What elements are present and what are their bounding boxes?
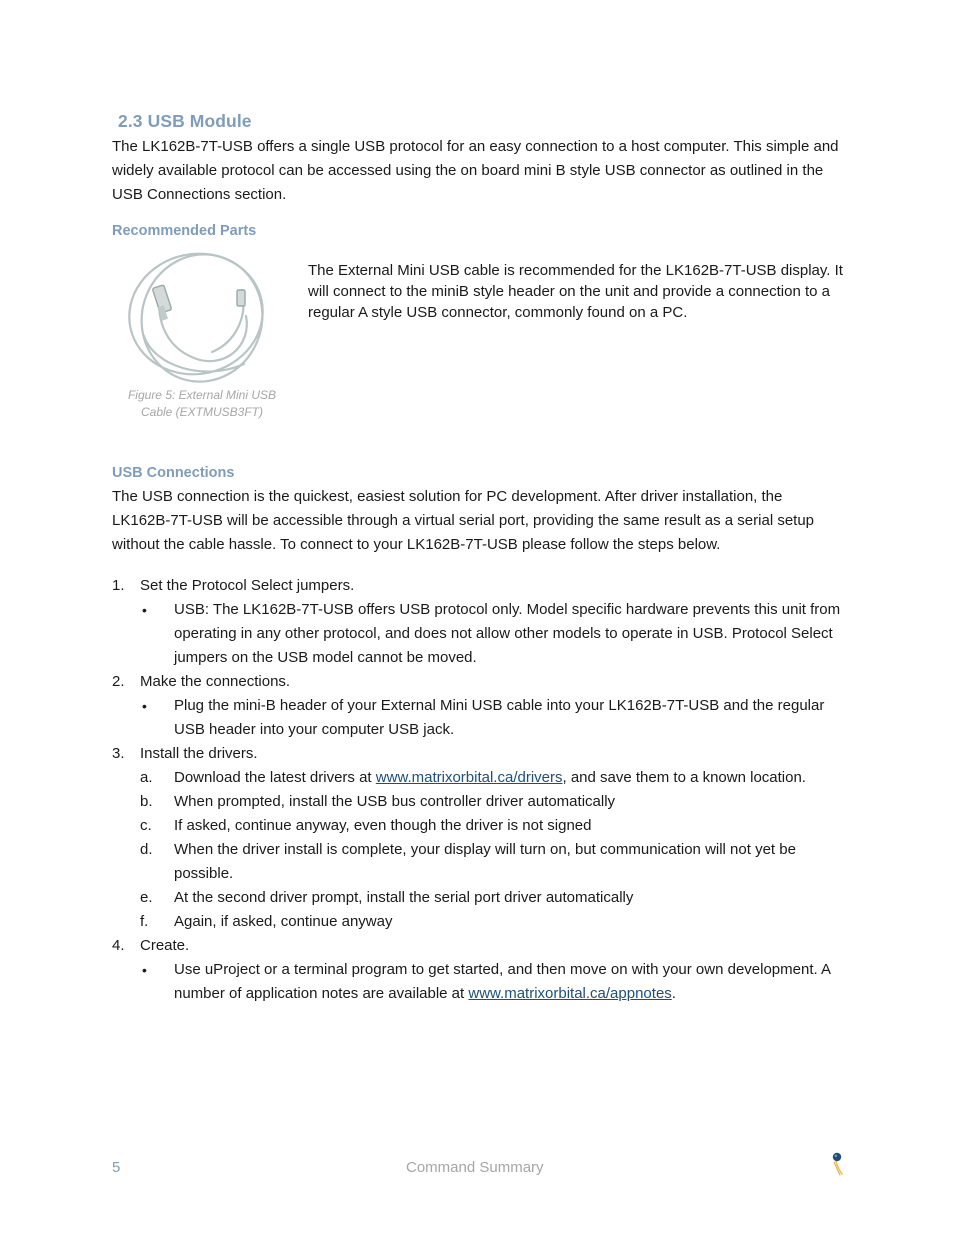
bullet-icon: •	[142, 962, 147, 978]
matrix-orbital-logo-icon	[828, 1150, 848, 1176]
step-number: 1.	[112, 577, 125, 594]
item-letter: f.	[140, 913, 149, 930]
usb-connections-heading: USB Connections	[112, 465, 235, 481]
step-number: 3.	[112, 745, 125, 762]
page-number: 5	[112, 1159, 121, 1176]
recommended-parts-description: The External Mini USB cable is recommended for the LK162B-7T-USB display. It will connect to the miniB style header on the unit and provide a connection to a regular A style USB connector, commonly found on a PC.	[308, 262, 843, 321]
figure-caption-line1: Figure 5: External Mini USB	[127, 388, 277, 402]
item-text	[174, 766, 844, 790]
item-letter: d.	[140, 841, 153, 858]
item-letter: a.	[140, 769, 153, 786]
usb-cable-figure	[124, 246, 304, 388]
list-item	[140, 766, 844, 790]
item-text-before: Download the latest drivers at	[174, 769, 376, 786]
drivers-link[interactable]: www.matrixorbital.ca/drivers	[375, 769, 563, 786]
item-letter: e.	[140, 889, 153, 906]
step-number: 2.	[112, 673, 125, 690]
list-item	[140, 838, 844, 886]
bullet-text-before: Use uProject or a terminal program to get started, and then move on with your own development. A number of application notes are available at	[174, 961, 831, 1002]
document-page	[112, 0, 844, 1235]
footer-title: Command Summary	[406, 1159, 544, 1176]
list-item	[140, 814, 844, 838]
list-item	[140, 790, 844, 814]
item-text: When prompted, install the USB bus controller driver automatically	[174, 793, 616, 810]
appnotes-link[interactable]: www.matrixorbital.ca/appnotes	[468, 985, 672, 1002]
item-text: At the second driver prompt, install the serial port driver automatically	[174, 889, 634, 906]
list-item	[140, 886, 844, 910]
usb-connections-paragraph: The USB connection is the quickest, easiest solution for PC development. After driver installation, the LK162B-7T-USB will be accessible through a virtual serial port, providing the same result as a serial setup without the cable hassle. To connect to your LK162B-7T-USB please follow the steps below.	[112, 488, 815, 553]
recommended-parts-heading: Recommended Parts	[112, 223, 257, 239]
bullet-icon: •	[142, 602, 147, 618]
section-heading: 2.3 USB Module	[118, 111, 252, 131]
item-text-after: , and save them to a known location.	[562, 769, 806, 786]
step-text: Set the Protocol Select jumpers.	[140, 577, 355, 594]
step-text: Make the connections.	[140, 673, 291, 690]
figure-caption-line2: Cable (EXTMUSB3FT)	[140, 405, 264, 419]
list-item	[140, 598, 844, 670]
list-item	[112, 934, 844, 958]
bullet-icon: •	[142, 698, 147, 714]
list-item	[140, 910, 844, 934]
intro-paragraph: The LK162B-7T-USB offers a single USB protocol for an easy connection to a host computer. This simple and widely available protocol can be accessed using the on board mini B style USB connector as outlined in the USB Connections section.	[112, 138, 839, 203]
step-text: Create.	[140, 937, 190, 954]
step-text: Install the drivers.	[140, 745, 258, 762]
list-item	[112, 574, 844, 598]
list-item	[112, 670, 844, 694]
item-letter: b.	[140, 793, 153, 810]
usb-cable-photo-icon	[124, 246, 274, 388]
bullet-text: Plug the mini-B header of your External Mini USB cable into your LK162B-7T-USB and the regular USB header into your computer USB jack.	[174, 697, 825, 738]
list-item	[140, 694, 844, 742]
bullet-text-after: .	[671, 985, 676, 1002]
figure-caption	[112, 387, 292, 421]
item-text: If asked, continue anyway, even though the driver is not signed	[174, 817, 592, 834]
item-text: Again, if asked, continue anyway	[174, 913, 393, 930]
bullet-text	[174, 958, 844, 1006]
steps-list	[112, 574, 844, 1006]
list-item	[140, 958, 844, 1006]
bullet-text: USB: The LK162B-7T-USB offers USB protocol only. Model specific hardware prevents this unit from operating in any other protocol, and does not allow other models to operate in USB. Protocol Select jumpers on the USB model cannot be moved.	[174, 601, 841, 666]
item-text: When the driver install is complete, your display will turn on, but communication will not yet be possible.	[174, 841, 796, 882]
step-number: 4.	[112, 937, 125, 954]
list-item	[112, 742, 844, 766]
item-letter: c.	[140, 817, 152, 834]
